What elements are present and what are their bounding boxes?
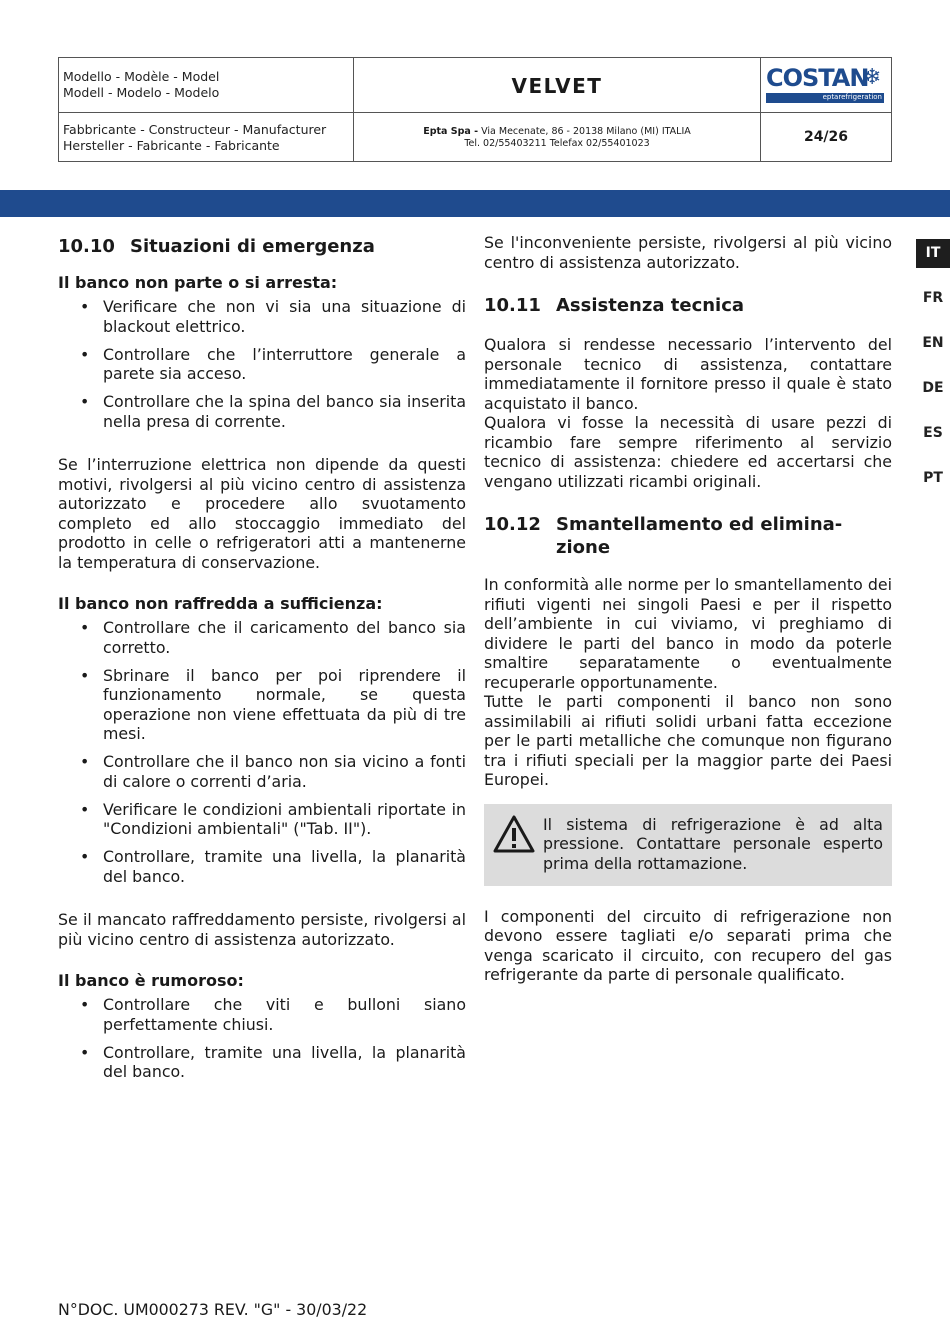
lang-tab-it[interactable]: IT (916, 239, 950, 268)
lang-tab-fr[interactable]: FR (922, 290, 944, 306)
paragraph-refrigeration-circuit: I componenti del circuito di refrigerazione non devono essere tagliati e/o separati prima che venga scaricato il circuito, con recupero del gas refrigerante da parte di personale qualificato. (484, 906, 892, 984)
model-name: VELVET (511, 74, 603, 98)
paragraph-power-outage: Se l’interruzione elettrica non dipende da questi motivi, rivolgersi al più vicino centro di assistenza autorizzato e procedere allo svuotamento completo ed allo stoccaggio immediato del prodotto in celle o refrigeratori atti a mantenerne la temperatura di conservazione. (58, 455, 466, 572)
list-item: • Controllare, tramite una livella, la planarità del banco. (58, 847, 466, 886)
warning-text: Il sistema di refrigerazione è ad alta pressione. Contattare personale esperto prima della rottamazione. (543, 814, 883, 873)
right-column (484, 233, 892, 985)
document-header (58, 57, 892, 162)
list-item: • Controllare, tramite una livella, la planarità del banco. (58, 1043, 466, 1082)
lang-tab-de[interactable]: DE (922, 380, 944, 396)
paragraph-cooling-persists: Se il mancato raffreddamento persiste, rivolgersi al più vicino centro di assistenza autorizzato. (58, 910, 466, 949)
list-item: • Verificare che non vi sia una situazione di blackout elettrico. (58, 297, 466, 336)
checklist-noisy (58, 995, 466, 1082)
document-number: N°DOC. UM000273 REV. "G" - 30/03/22 (58, 1300, 368, 1319)
manufacturer-label-line-2: Hersteller - Fabricante - Fabricante (63, 138, 280, 153)
list-item: • Controllare che il caricamento del banco sia corretto. (58, 618, 466, 657)
section-number: 10.12 (484, 514, 541, 535)
checklist-not-starting (58, 297, 466, 431)
subheading-noisy: Il banco è rumoroso: (58, 971, 244, 990)
subheading-not-starting: Il banco non parte o si arresta: (58, 273, 338, 292)
section-title: Assistenza tecnica (556, 295, 745, 316)
phone-line: Tel. 02/55403211 Telefax 02/55401023 (464, 138, 650, 149)
paragraph-technical-assistance: Qualora si rendesse necessario l’intervento del personale tecnico di assistenza, contattare immediatamente il fornitore presso il quale è stato acquistato il banco. (484, 335, 892, 413)
section-number: 10.10 (58, 236, 115, 257)
section-heading-10-12 (484, 513, 892, 559)
company-name: Epta Spa - (423, 126, 479, 137)
costan-logo (766, 65, 886, 105)
section-title: Situazioni di emergenza (130, 236, 375, 257)
warning-box (484, 804, 892, 886)
list-item: • Controllare che il banco non sia vicino a fonti di calore o correnti d’aria. (58, 752, 466, 791)
list-item: • Controllare che viti e bulloni siano perfettamente chiusi. (58, 995, 466, 1034)
paragraph-disposal: In conformità alle norme per lo smantellamento dei rifiuti vigenti nei singoli Paesi e per il rispetto dell’ambiente in cui viviamo, vi preghiamo di dividere le parti del banco in modo da poterle smaltire separatamente o eventualmente recuperarle opportunamente. (484, 575, 892, 692)
address-line: Via Mecenate, 86 - 20138 Milano (MI) ITALIA (481, 126, 691, 137)
lang-tab-pt[interactable]: PT (923, 470, 943, 486)
section-heading-10-11 (484, 294, 892, 317)
header-band (0, 190, 950, 217)
checklist-not-cooling (58, 618, 466, 886)
manufacturer-label (63, 122, 351, 154)
section-title: Smantellamento ed elimina-zione (556, 514, 843, 558)
left-column (58, 233, 466, 1090)
model-label-line-2: Modell - Modelo - Modelo (63, 85, 220, 100)
lang-tab-en[interactable]: EN (922, 335, 944, 351)
manufacturer-label-line-1: Fabbricante - Constructeur - Manufacturer (63, 122, 327, 137)
list-item: • Controllare che l’interruttore generale a parete sia acceso. (58, 345, 466, 384)
model-label-line-1: Modello - Modèle - Model (63, 69, 220, 84)
manufacturer-address (354, 126, 760, 150)
subheading-not-cooling: Il banco non raffredda a sufficienza: (58, 594, 383, 613)
list-item: • Verificare le condizioni ambientali riportate in "Condizioni ambientali" ("Tab. II"). (58, 800, 466, 839)
paragraph-components: Tutte le parti componenti il banco non sono assimilabili ai rifiuti solidi urbani fatta eccezione per le parti metalliche che comunque non figurano tra i rifiuti speciali per la maggior parte dei Paesi Europei. (484, 692, 892, 789)
lang-tab-es[interactable]: ES (923, 425, 943, 441)
list-item: • Sbrinare il banco per poi riprendere il funzionamento normale, se questa operazione non viene effettuata da più di tre mesi. (58, 666, 466, 744)
logo-subtitle: eptarefrigeration (822, 93, 882, 101)
list-item: • Controllare che la spina del banco sia inserita nella presa di corrente. (58, 392, 466, 431)
paragraph-spare-parts: Qualora vi fosse la necessità di usare pezzi di ricambio fare sempre riferimento al servizio tecnico di assistenza: chiedere ed accertarsi che vengano utilizzati ricambi originali. (484, 413, 892, 491)
section-number: 10.11 (484, 295, 541, 316)
snowflake-icon: ❄ (863, 65, 882, 90)
logo-wordmark: COSTAN (766, 64, 869, 92)
page-number: 24/26 (803, 129, 849, 145)
model-label (63, 69, 351, 101)
warning-icon (492, 814, 536, 854)
paragraph-inconvenience: Se l'inconveniente persiste, rivolgersi al più vicino centro di assistenza autorizzato. (484, 233, 892, 272)
section-heading-10-10 (58, 235, 466, 258)
